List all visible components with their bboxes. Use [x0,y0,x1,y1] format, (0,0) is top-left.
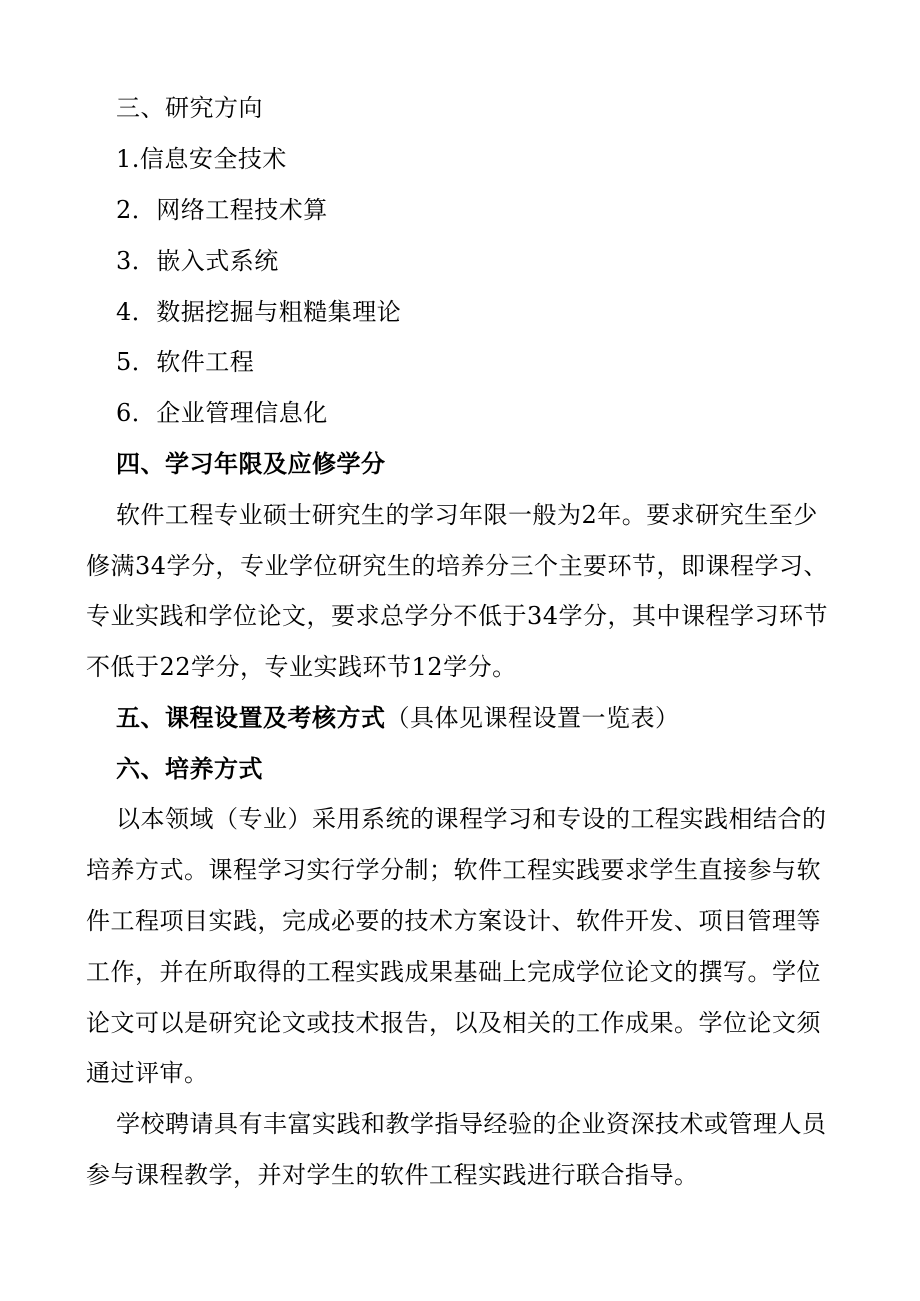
section-6-p1-line-5: 论文可以是研究论文或技术报告，以及相关的工作成果。学位论文须 [86,1009,821,1037]
research-item-2: 2．网络工程技术算 [116,196,328,224]
section-6-p1-line-6: 通过评审。 [86,1059,209,1087]
section-6-p1-line-4: 工作，并在所取得的工程实践成果基础上完成学位论文的撰写。学位 [86,958,821,986]
research-item-3: 3．嵌入式系统 [116,247,279,275]
section-4-heading: 四、学习年限及应修学分 [116,449,386,478]
research-item-1: 1.信息安全技术 [116,145,287,173]
section-4-line-4: 不低于22学分，专业实践环节12学分。 [86,653,517,681]
research-item-4: 4．数据挖掘与粗糙集理论 [116,298,402,326]
section-6-p1-line-1: 以本领域（专业）采用系统的课程学习和专设的工程实践相结合的 [116,805,827,833]
section-6-p1-line-2: 培养方式。课程学习实行学分制；软件工程实践要求学生直接参与软 [86,856,821,884]
research-item-5: 5．软件工程 [116,348,255,376]
section-6-heading: 六、培养方式 [116,754,263,783]
research-item-6: 6．企业管理信息化 [116,399,328,427]
section-3-heading: 三、研究方向 [116,94,263,122]
section-4-line-2: 修满34学分，专业学位研究生的培养分三个主要环节，即课程学习、 [86,552,829,580]
section-4-line-1: 软件工程专业硕士研究生的学习年限一般为2年。要求研究生至少 [116,501,818,529]
section-5-heading: 五、课程设置及考核方式 [116,703,386,732]
section-6-p2-line-2: 参与课程教学，并对学生的软件工程实践进行联合指导。 [86,1161,699,1189]
section-6-p1-line-3: 件工程项目实践，完成必要的技术方案设计、软件开发、项目管理等 [86,907,821,935]
section-4-line-3: 专业实践和学位论文，要求总学分不低于34学分，其中课程学习环节 [86,602,829,630]
section-6-p2-line-1: 学校聘请具有丰富实践和教学指导经验的企业资深技术或管理人员 [116,1110,827,1138]
section-5-note: （具体见课程设置一览表） [385,704,680,732]
section-5-line [116,702,680,734]
